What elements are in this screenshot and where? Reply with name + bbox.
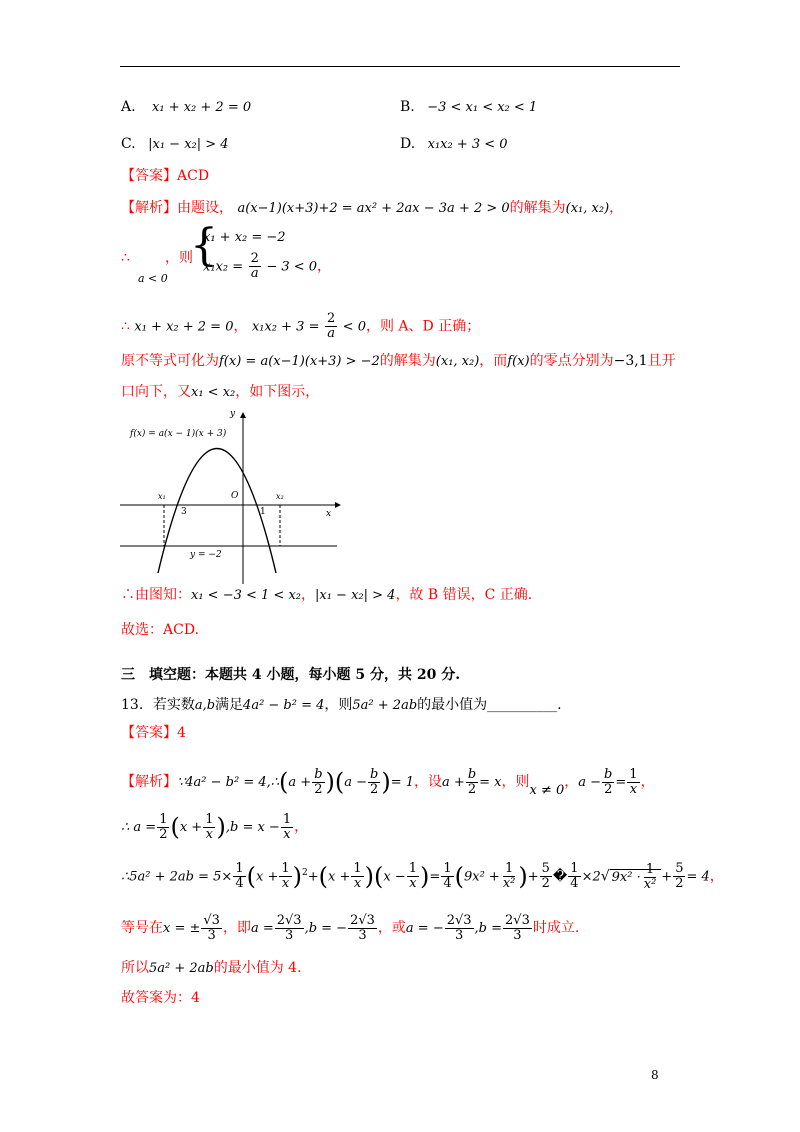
system-eq2: x₁x₂ = $\frac{2}{a}$ − 3 < 0， <box>203 251 332 281</box>
q12-then: ，则 <box>165 250 193 266</box>
option-d-expr: x₁x₂ + 3 < 0 <box>427 137 508 152</box>
tick-1: 1 <box>260 507 266 517</box>
x-axis-arrow <box>335 502 341 508</box>
system-brace: { <box>190 220 218 271</box>
q12-line3: ∴ x₁ + x₂ + 2 = 0， x₁x₂ + 3 = $\frac{2}{a}$ < 0，则 A、D 正确； <box>121 311 481 341</box>
q13-stem: 13．若实数a,b满足4a² − b² = 4，则5a² + 2ab的最小值为__________. <box>121 697 562 713</box>
header-rule <box>120 66 680 67</box>
page-number: 8 <box>651 1068 659 1082</box>
system-eq1: x₁ + x₂ = −2 <box>203 230 286 245</box>
option-b-expr: −3 < x₁ < x₂ < 1 <box>427 100 538 115</box>
section-3-heading: 三 填空题：本题共 4 小题，每小题 5 分，共 20 分. <box>121 667 461 683</box>
option-b: B. −3 < x₁ < x₂ < 1 <box>400 99 538 115</box>
q13-analysis-line4: 等号在x = ± $\frac{√3}{3}$ ，即a = $\frac{2√3}{3}$ ,b = − $\frac{2√3}{3}$ ，或a = − $\frac{2√3}{3}$ ,b = $\frac{2√3}{3}$ 时成立. <box>121 912 580 943</box>
option-c: C. |x₁ − x₂| > 4 <box>121 136 229 152</box>
option-a-expr: x₁ + x₂ + 2 = 0 <box>152 100 252 115</box>
q13-final-answer: 故答案为：4 <box>121 990 200 1006</box>
x2-label: x₂ <box>276 492 284 501</box>
q13-analysis-line2: ∴ a = $\frac{1}{2}$ (x + $\frac{1}{x}$ ),b = x − $\frac{1}{x}$ ， <box>121 811 309 842</box>
q12-line4: 原不等式可化为f(x) = a(x−1)(x+3) > −2的解集为(x₁, x₂)，而f(x)的零点分别为−3,1且开 <box>121 353 676 369</box>
option-c-expr: |x₁ − x₂| > 4 <box>148 137 229 152</box>
hline-label: y = −2 <box>190 550 222 560</box>
q13-analysis-line3: ∴5a² + 2ab = 5× $\frac{1}{4}$ (x + $\frac{1}{x}$ )$^2$+(x + $\frac{1}{x}$ )(x − $\frac{1}{x}$ )= $\frac{1}{4}$ (9x² + $\frac{1}{\text{x²}}$ )+ $\frac{5}{2}$ � $\frac{1}{4}$ ×2√ 9x² · $\frac{1}{\text{x²}}$ + $\frac{5}{2}$ = 4， <box>121 861 724 892</box>
option-a: A. x₁ + x₂ + 2 = 0 <box>121 99 252 115</box>
x-label: x <box>326 509 332 519</box>
func-label: f(x) = a(x − 1)(x + 3) <box>130 429 227 439</box>
y-axis-arrow <box>240 412 246 418</box>
q12-answer: 【答案】ACD <box>121 168 210 184</box>
origin-label: O <box>231 491 239 501</box>
parabola-graph <box>120 408 345 584</box>
q12-analysis-line1: 【解析】由题设， a(x−1)(x+3)+2 = ax² + 2ax − 3a + 2 > 0的解集为(x₁, x₂)， <box>121 200 624 216</box>
y-label: y <box>230 409 236 419</box>
q12-cond: a < 0 <box>138 272 168 285</box>
q12-line6: ∴由图知：x₁ < −3 < 1 < x₂，|x₁ − x₂| > 4，故 B 错误，C 正确. <box>121 587 533 603</box>
tick-3: 3 <box>181 507 187 517</box>
q12-choice: 故选：ACD. <box>121 622 199 638</box>
option-d: D. x₁x₂ + 3 < 0 <box>400 136 508 152</box>
q13-analysis-line5: 所以5a² + 2ab的最小值为 4. <box>121 960 302 976</box>
q13-analysis-line1: 【解析】∵4a² − b² = 4,∴(a + $\frac{b}{2}$ )(a − $\frac{b}{2}$ )= 1，设a + $\frac{b}{2}$ = x，则x ≠ 0，a − $\frac{b}{2}$ = $\frac{1}{x}$ ， <box>121 766 655 798</box>
q13-answer: 【答案】4 <box>121 725 186 741</box>
q12-therefore-1: ∴ <box>121 250 130 266</box>
q12-line5: 口向下，又x₁ < x₂，如下图示， <box>121 384 320 400</box>
x1-label: x₁ <box>158 492 166 501</box>
